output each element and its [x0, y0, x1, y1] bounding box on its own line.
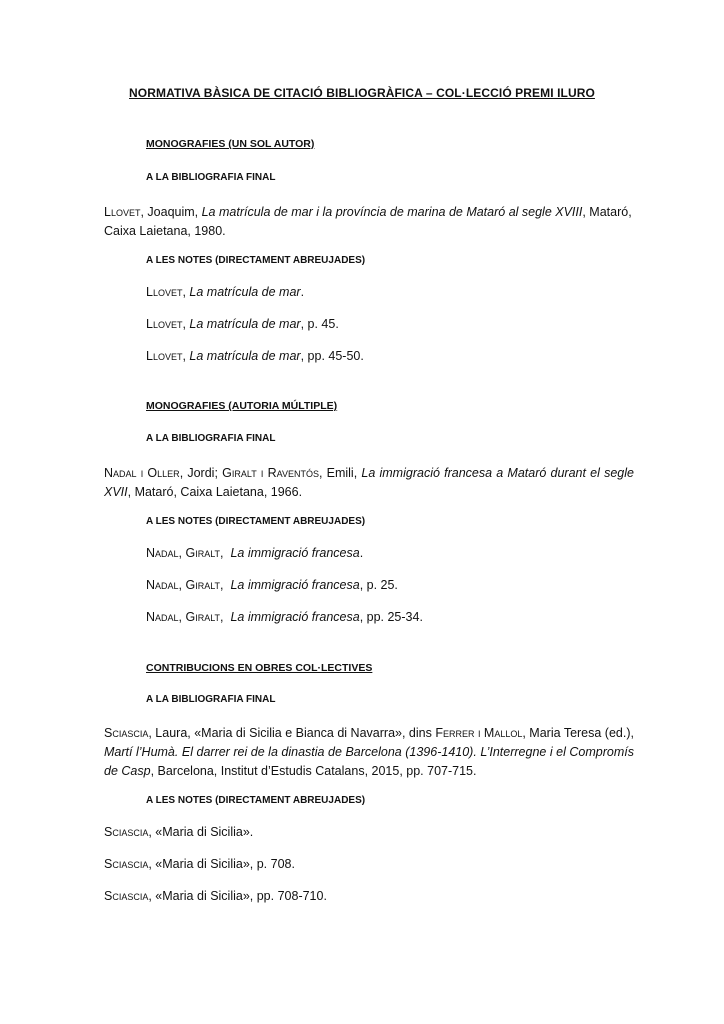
author-name: Llovet [104, 205, 141, 219]
note-entry: Nadal, Giralt, La immigració francesa. [146, 546, 364, 560]
note-entry: Nadal, Giralt, La immigració francesa, p. 25. [146, 578, 398, 592]
bibliography-entry: Sciascia, Laura, «Maria di Sicilia e Bianca di Navarra», dins Ferrer i Mallol, Maria Teresa (ed.), Martí l’Humà. El darrer rei de la dinastia de Barcelona (1396-1410). L’Interregne i el Compromís de Casp, Barcelona, Institut d’Estudis Catalans, 2015, pp. 707-715. [104, 726, 634, 778]
note-entry: Sciascia, «Maria di Sicilia», pp. 708-710. [104, 889, 327, 903]
label-bibliografia-final: A LA BIBLIOGRAFIA FINAL [146, 433, 276, 444]
section-heading-contribucions-obres-collectives: CONTRIBUCIONS EN OBRES COL·LECTIVES [146, 662, 373, 674]
note-entry: Nadal, Giralt, La immigració francesa, pp. 25-34. [146, 610, 423, 624]
label-notes-abreujades: A LES NOTES (DIRECTAMENT ABREUJADES) [146, 795, 366, 806]
label-notes-abreujades: A LES NOTES (DIRECTAMENT ABREUJADES) [146, 255, 366, 266]
bibliography-entry: Llovet, Joaquim, La matrícula de mar i la província de marina de Mataró al segle XVIII, Mataró, Caixa Laietana, 1980. [104, 205, 632, 238]
author-name: Sciascia [104, 726, 149, 740]
section-heading-monografies-un-autor: MONOGRAFIES (UN SOL AUTOR) [146, 138, 315, 150]
author-name: Ferrer i Mallol [435, 726, 523, 740]
note-entry: Sciascia, «Maria di Sicilia», p. 708. [104, 857, 295, 871]
work-title: La matrícula de mar i la província de marina de Mataró al segle XVIII [201, 205, 583, 219]
note-entry: Llovet, La matrícula de mar, pp. 45-50. [146, 349, 364, 363]
work-title: Martí l’Humà. El darrer rei de la dinastia de Barcelona (1396-1410). L’Interregne i el Compromís de Casp [104, 745, 634, 778]
note-entry: Llovet, La matrícula de mar. [146, 285, 305, 299]
section-heading-monografies-autoria-multiple: MONOGRAFIES (AUTORIA MÚLTIPLE) [146, 400, 338, 412]
author-name: Giralt i Raventós [222, 466, 319, 480]
bibliography-entry: Nadal i Oller, Jordi; Giralt i Raventós, Emili, La immigració francesa a Mataró durant el segle XVII, Mataró, Caixa Laietana, 1966. [104, 466, 634, 499]
note-entry: Sciascia, «Maria di Sicilia». [104, 825, 254, 839]
label-notes-abreujades: A LES NOTES (DIRECTAMENT ABREUJADES) [146, 516, 366, 527]
author-name: Nadal i Oller [104, 466, 180, 480]
label-bibliografia-final: A LA BIBLIOGRAFIA FINAL [146, 172, 276, 183]
work-title: La immigració francesa a Mataró durant el segle XVII [104, 466, 634, 499]
page-title: NORMATIVA BÀSICA DE CITACIÓ BIBLIOGRÀFICA – COL·LECCIÓ PREMI ILURO [129, 86, 595, 100]
note-entry: Llovet, La matrícula de mar, p. 45. [146, 317, 339, 331]
label-bibliografia-final: A LA BIBLIOGRAFIA FINAL [146, 694, 276, 705]
